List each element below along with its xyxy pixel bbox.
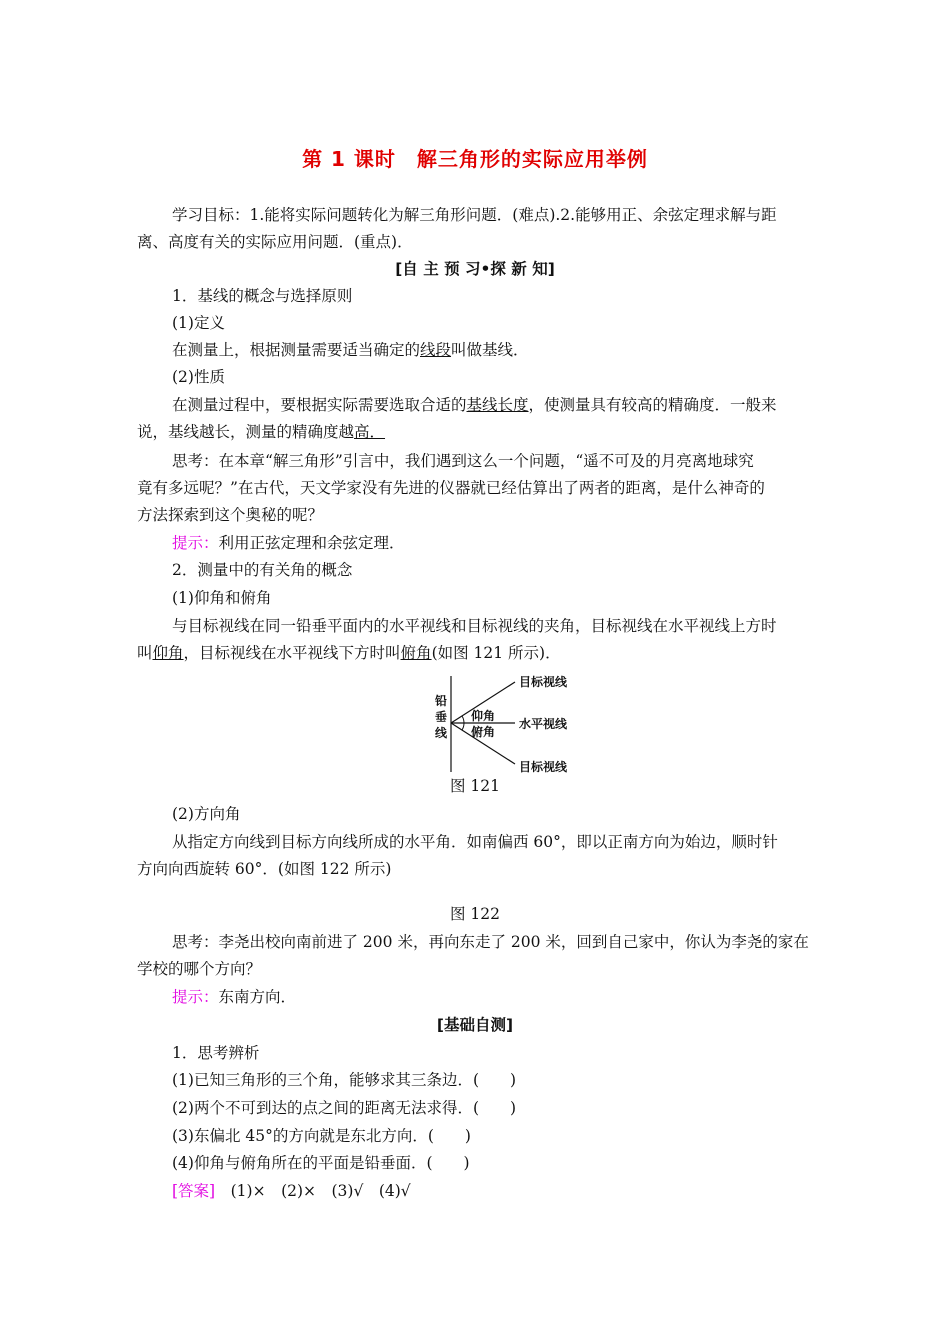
property-text-pre: 在测量过程中，要根据实际需要选取合适的 <box>172 396 467 414</box>
question-3: (3)东偏北 45°的方向就是东北方向．( ) <box>172 1127 471 1145</box>
elevation-text-2-c: (如图 121 所示)． <box>431 644 561 662</box>
objectives-line-2: 离、高度有关的实际应用问题．(重点)． <box>137 233 413 251</box>
property-text-2 <box>137 422 385 442</box>
self-test-heading: 1．思考辨析 <box>172 1044 260 1062</box>
depression-label: 俯角 <box>471 725 496 739</box>
top-sight-label: 目标视线 <box>519 675 568 689</box>
definition-keyword: 线段 <box>420 341 452 359</box>
vertical-label-1: 铅 <box>435 694 448 708</box>
answer-text: (1)× (2)× (3)√ (4)√ <box>230 1182 411 1200</box>
objectives-line-1: 学习目标：1.能将实际问题转化为解三角形问题．(难点).2.能够用正、余弦定理求解与距 <box>172 206 777 224</box>
think2-line-1: 思考：李尧出校向南前进了 200 米，再向东走了 200 米，回到自己家中，你认为李尧的家在 <box>172 933 809 951</box>
bottom-sight-label: 目标视线 <box>519 760 568 774</box>
elevation-subtitle: (1)仰角和俯角 <box>172 589 272 607</box>
property-keyword-2: 高． <box>354 423 386 441</box>
depression-arc <box>462 723 464 730</box>
hint1-text: 利用正弦定理和余弦定理． <box>218 534 405 552</box>
think1-line-1: 思考：在本章“解三角形”引言中，我们遇到这么一个问题，“遥不可及的月亮离地球究 <box>172 452 754 470</box>
answer-label: [答案] <box>172 1182 216 1200</box>
section1-heading: 1．基线的概念与选择原则 <box>172 287 353 305</box>
elevation-text-2 <box>137 643 561 663</box>
page-title: 第 1 课时 解三角形的实际应用举例 <box>302 147 648 171</box>
direction-subtitle: (2)方向角 <box>172 805 241 823</box>
definition-text-post: 叫做基线． <box>451 341 529 359</box>
property-keyword: 基线长度 <box>466 396 529 414</box>
direction-text-1: 从指定方向线到目标方向线所成的水平角．如南偏西 60°，即以正南方向为始边，顺时针 <box>172 833 778 851</box>
definition-text <box>172 340 529 360</box>
property-text-1 <box>172 395 777 415</box>
question-4: (4)仰角与俯角所在的平面是铅垂面．( ) <box>172 1154 470 1172</box>
vertical-label-2: 垂 <box>435 710 448 724</box>
property-title: (2)性质 <box>172 368 225 386</box>
elevation-label: 仰角 <box>471 709 496 723</box>
question-2: (2)两个不可到达的点之间的距离无法求得．( ) <box>172 1099 517 1117</box>
figure-121-diagram <box>420 668 580 774</box>
answer-line <box>172 1181 411 1201</box>
section2-heading: 2．测量中的有关角的概念 <box>172 561 353 579</box>
hint1 <box>172 533 405 553</box>
section-header-self-test: [基础自测] <box>436 1016 514 1034</box>
elevation-arc <box>462 716 464 723</box>
question-1: (1)已知三角形的三个角，能够求其三条边．( ) <box>172 1071 517 1089</box>
elevation-text-1: 与目标视线在同一铅垂平面内的水平视线和目标视线的夹角，目标视线在水平视线上方时 <box>172 617 777 635</box>
property-text-2-pre: 说，基线越长，测量的精确度越 <box>137 423 355 441</box>
hint1-label: 提示： <box>172 534 219 552</box>
vertical-label-3: 线 <box>435 726 448 740</box>
elevation-keyword: 仰角 <box>152 644 184 662</box>
direction-text-2: 方向向西旋转 60°．(如图 122 所示) <box>137 860 392 878</box>
think1-line-2: 竟有多远呢？”在古代，天文学家没有先进的仪器就已经估算出了两者的距离，是什么神奇的 <box>137 479 765 497</box>
section-header-preview: [自 主 预 习•探 新 知] <box>395 260 555 278</box>
definition-text-pre: 在测量上，根据测量需要适当确定的 <box>172 341 421 359</box>
elevation-text-2-a: 叫 <box>137 644 153 662</box>
think2-line-2: 学校的哪个方向？ <box>137 960 262 978</box>
definition-title: (1)定义 <box>172 314 225 332</box>
property-text-post: ，使测量具有较高的精确度．一般来 <box>528 396 777 414</box>
think1-line-3: 方法探索到这个奥秘的呢？ <box>137 506 324 524</box>
depression-keyword: 俯角 <box>400 644 432 662</box>
hint2 <box>172 987 296 1007</box>
horizontal-sight-label: 水平视线 <box>519 717 568 731</box>
figure-121-caption: 图 121 <box>449 777 500 795</box>
hint2-text: 东南方向． <box>218 988 297 1006</box>
hint2-label: 提示： <box>172 988 219 1006</box>
figure-122-caption: 图 122 <box>449 905 500 923</box>
elevation-text-2-b: ，目标视线在水平视线下方时叫 <box>183 644 401 662</box>
